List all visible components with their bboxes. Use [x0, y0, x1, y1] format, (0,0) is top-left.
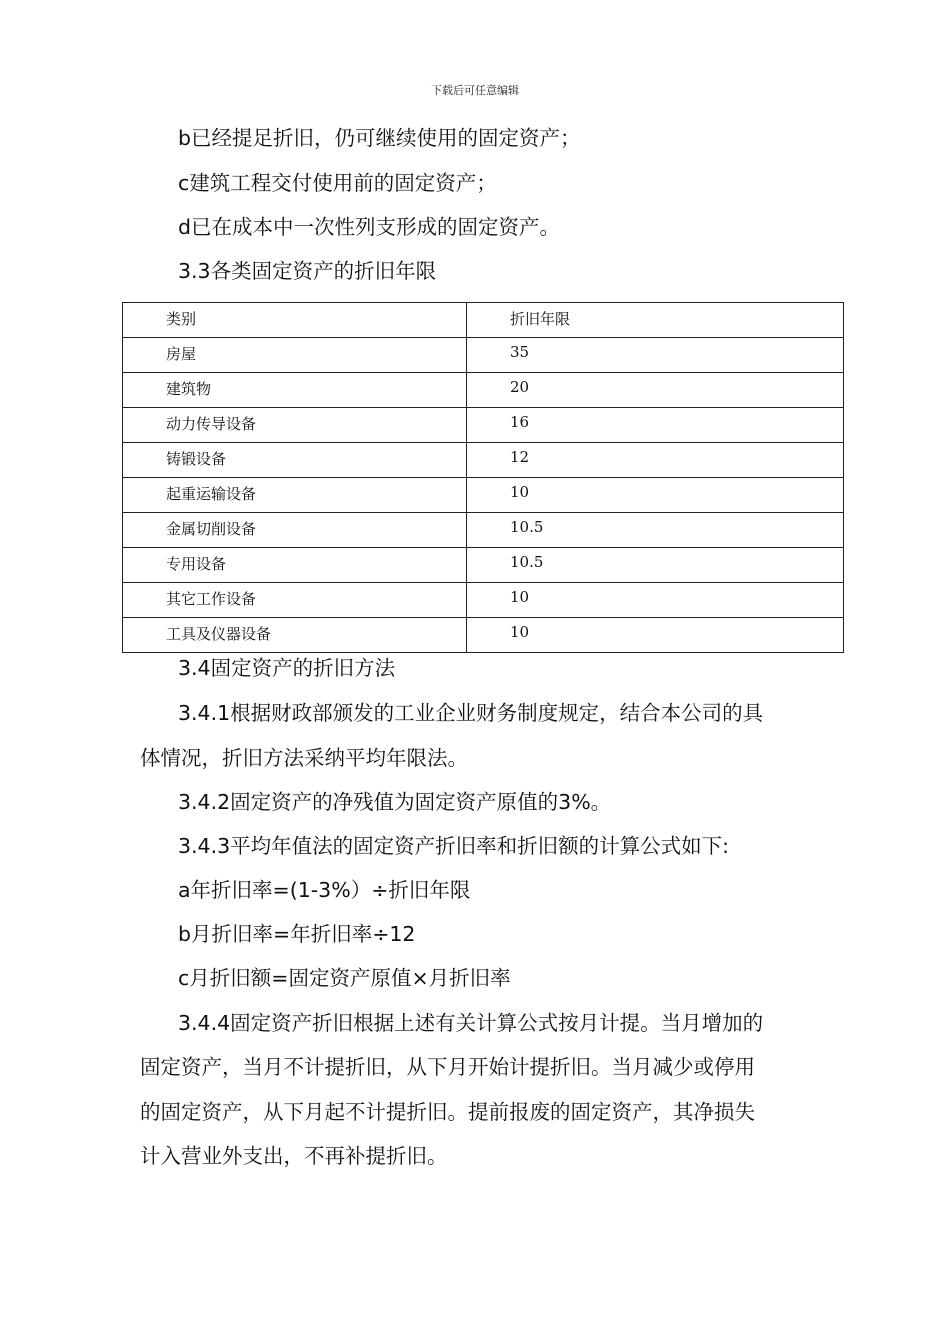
table-cell-years: 10.5	[467, 513, 844, 548]
table-row	[123, 548, 844, 583]
header-note: 下载后可任意编辑	[431, 84, 519, 97]
table-cell-category: 建筑物	[123, 373, 467, 408]
table-row	[123, 408, 844, 443]
table-cell-category: 工具及仪器设备	[123, 618, 467, 653]
table-row	[123, 478, 844, 513]
intro-item-b: b已经提足折旧，仍可继续使用的固定资产；	[178, 126, 581, 150]
formula-c: c月折旧额=固定资产原值×月折旧率	[178, 966, 511, 990]
table-row	[123, 513, 844, 548]
paragraph-3-4-4-line1: 3.4.4固定资产折旧根据上述有关计算公式按月计提。当月增加的	[178, 1011, 764, 1035]
table-cell-years: 10.5	[467, 548, 844, 583]
table-header-row	[123, 303, 844, 338]
intro-item-c: c建筑工程交付使用前的固定资产；	[178, 171, 497, 195]
intro-item-d: d已在成本中一次性列支形成的固定资产。	[178, 215, 561, 239]
table-cell-category: 金属切削设备	[123, 513, 467, 548]
table-cell-category: 专用设备	[123, 548, 467, 583]
table-cell-category: 起重运输设备	[123, 478, 467, 513]
table-row	[123, 583, 844, 618]
table-cell-years: 10	[467, 618, 844, 653]
section-3-4-title: 3.4固定资产的折旧方法	[178, 656, 396, 680]
paragraph-3-4-4-line3: 的固定资产，从下月起不计提折旧。提前报废的固定资产，其净损失	[140, 1100, 755, 1124]
paragraph-3-4-1-line1: 3.4.1根据财政部颁发的工业企业财务制度规定，结合本公司的具	[178, 701, 764, 725]
table-row	[123, 338, 844, 373]
section-3-3-title: 3.3各类固定资产的折旧年限	[178, 259, 437, 283]
table-header-cell: 折旧年限	[467, 303, 844, 338]
paragraph-3-4-3: 3.4.3平均年值法的固定资产折旧率和折旧额的计算公式如下:	[178, 834, 730, 858]
table-cell-years: 12	[467, 443, 844, 478]
table-cell-category: 动力传导设备	[123, 408, 467, 443]
table-cell-years: 16	[467, 408, 844, 443]
table-cell-years: 20	[467, 373, 844, 408]
table-header-cell: 类别	[123, 303, 467, 338]
table-row	[123, 443, 844, 478]
table-row	[123, 618, 844, 653]
paragraph-3-4-4-line2: 固定资产，当月不计提折旧，从下月开始计提折旧。当月减少或停用	[140, 1055, 755, 1079]
paragraph-3-4-1-line2: 体情况，折旧方法采纳平均年限法。	[140, 746, 468, 770]
paragraph-3-4-2: 3.4.2固定资产的净残值为固定资产原值的3%。	[178, 790, 612, 814]
formula-b: b月折旧率=年折旧率÷12	[178, 922, 416, 946]
table-row	[123, 373, 844, 408]
formula-a: a年折旧率=(1-3%）÷折旧年限	[178, 878, 471, 902]
paragraph-3-4-4-line4: 计入营业外支出，不再补提折旧。	[140, 1144, 448, 1168]
table-cell-years: 10	[467, 583, 844, 618]
table-cell-years: 10	[467, 478, 844, 513]
table-cell-category: 铸锻设备	[123, 443, 467, 478]
table-cell-category: 房屋	[123, 338, 467, 373]
table-cell-category: 其它工作设备	[123, 583, 467, 618]
depreciation-table	[122, 302, 844, 653]
table-cell-years: 35	[467, 338, 844, 373]
